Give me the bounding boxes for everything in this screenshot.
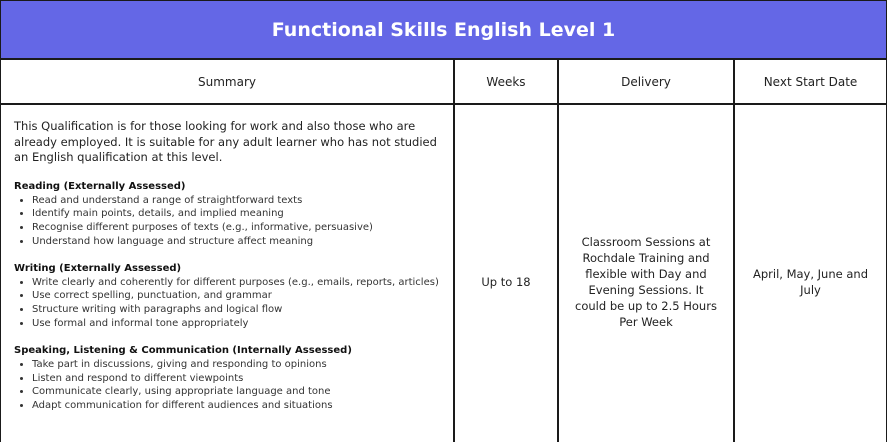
header-delivery: Delivery xyxy=(558,60,734,104)
list-item: • Adapt communication for different audiences and situations xyxy=(32,399,441,413)
list-item: • Write clearly and coherently for different purposes (e.g., emails, reports, articles) xyxy=(32,276,441,290)
summary-intro: This Qualification is for those looking for work and also those who are already employed. It is suitable for any adult learner who has not studied an English qualification at this level. xyxy=(14,119,437,164)
reading-section xyxy=(14,180,441,249)
list-item: • Read and understand a range of straightforward texts xyxy=(32,194,441,208)
writing-section xyxy=(14,262,441,331)
list-item: • Use formal and informal tone appropriately xyxy=(32,317,441,331)
writing-list xyxy=(14,276,441,331)
list-item: • Communicate clearly, using appropriate language and tone xyxy=(32,385,441,399)
speaking-section xyxy=(14,344,441,413)
list-item: • Identify main points, details, and implied meaning xyxy=(32,207,441,221)
list-item: • Understand how language and structure affect meaning xyxy=(32,235,441,249)
header-summary: Summary xyxy=(1,60,454,104)
list-item: • Take part in discussions, giving and responding to opinions xyxy=(32,358,441,372)
course-details-table xyxy=(1,60,886,442)
speaking-list xyxy=(14,358,441,413)
header-next-start-date: Next Start Date xyxy=(734,60,886,104)
list-item: • Structure writing with paragraphs and logical flow xyxy=(32,303,441,317)
list-item: • Recognise different purposes of texts (e.g., informative, persuasive) xyxy=(32,221,441,235)
delivery-cell: Classroom Sessions at Rochdale Training and flexible with Day and Evening Sessions. It could be up to 2.5 Hours Per Week xyxy=(558,104,734,442)
section-title: Reading (Externally Assessed) xyxy=(14,180,186,192)
course-title: Functional Skills English Level 1 xyxy=(1,0,886,60)
list-item: • Use correct spelling, punctuation, and grammar xyxy=(32,289,441,303)
header-weeks: Weeks xyxy=(454,60,558,104)
section-title: Speaking, Listening & Communication (Internally Assessed) xyxy=(14,344,352,356)
weeks-cell: Up to 18 xyxy=(454,104,558,442)
section-title: Writing (Externally Assessed) xyxy=(14,262,182,274)
reading-list xyxy=(14,194,441,249)
table-row xyxy=(1,104,886,442)
next-start-date-cell: April, May, June and July xyxy=(752,266,869,297)
table-header-row xyxy=(1,60,886,104)
list-item: • Listen and respond to different viewpoints xyxy=(32,372,441,386)
summary-cell xyxy=(1,104,454,442)
